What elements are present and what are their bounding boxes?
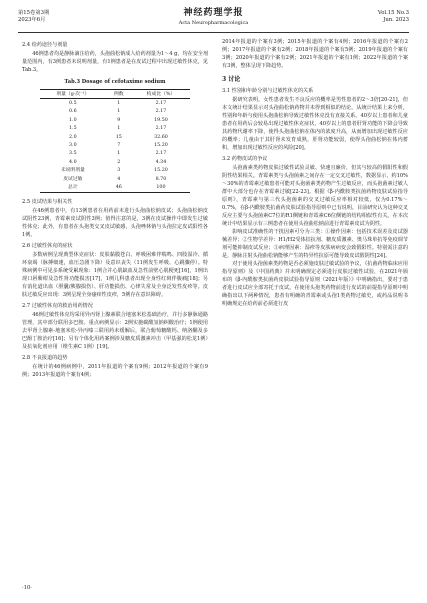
- section-3-2-title: 3.2 药物皮试的争议: [222, 156, 268, 162]
- cell-count: 1: [117, 109, 121, 115]
- cell-dose: 皮试过敏: [63, 176, 83, 182]
- cell-ratio: 2.17: [155, 151, 167, 157]
- section-2-6-title: 2.6 过敏性休克的症状: [22, 242, 73, 249]
- cell-count: 15: [115, 134, 122, 140]
- header-right: [378, 10, 409, 24]
- cell-ratio: 15.20: [154, 168, 168, 174]
- table-header-count: 例数: [113, 91, 124, 97]
- cell-count: 7: [117, 142, 121, 148]
- section-2-4-text: 46例患者均是静脉滴注给药，头孢曲松钠成人给药剂量为1～4 g，均在安全剂量范围内，有3例患者未说明剂量，有1例患者是在皮试过程中出现过敏性休克，见Tab.3。: [22, 51, 208, 73]
- cell-ratio: 15.20: [154, 142, 168, 148]
- cell-dose: 1.0: [69, 117, 77, 123]
- table-row: [40, 158, 190, 166]
- cell-dose: 未说明剂量: [60, 168, 85, 174]
- section-2-8-continued: 2014年报道的个案有3例；2015年报道的个案有4例；2016年报道的个案有2例；2017年报道的个案有2例；2018年报道的个案有5例；2019年报道的个案有3例；2020年报道的个案有2例；2021年报道的个案有1例；2022年报道的个案有3例，整体呈现下降趋势。: [222, 39, 408, 69]
- cell-count: 1: [117, 126, 121, 132]
- section-2-5-title: 2.5 皮试结果与相关性: [22, 198, 73, 205]
- vol-en: Vol.15 No.3: [377, 10, 409, 16]
- cell-ratio: 100: [156, 184, 166, 190]
- cell-ratio: 4.34: [155, 159, 167, 165]
- date-cn: 2023年6月: [18, 16, 46, 23]
- header-center: [18, 8, 409, 26]
- date-en: Jun. 2023: [383, 16, 409, 23]
- right-column: [222, 38, 408, 308]
- cell-count: 3: [117, 168, 121, 174]
- section-2-5-text: 在46例患者中，有13例患者在用药前未进行头孢曲松钠皮试；头孢曲松钠皮试阴性23例，青霉素皮试阴性3例；值得注意的是，3例在皮试操作中即发生过敏性休克；此外，有患者在头孢类交叉皮试敏感，头孢唑林钠与头孢拉定皮试阳性各1例。: [22, 207, 208, 238]
- table-row: [40, 167, 190, 175]
- cell-count: 2: [117, 159, 121, 165]
- table-row: [40, 150, 190, 158]
- table-header-dose: 剂量（g·次⁻¹）: [56, 91, 90, 97]
- section-2-8-title: 2.8 不良报道的趋势: [22, 354, 68, 361]
- section-3-2-text-2: 影响皮试准确性的干扰因素可分为三类：①操作因素：包括技术误差及皮试器械差异；②生物学差异：H1/H2受体拮抗剂、糖皮质激素、奥马珠单抗等免疫调节剂可能抑制皮试反应；③病理因素：湿疹等皮肤病病变会致假阳性。特别需注意的是，静脉注射头孢曲松钠能够产生的特异性抗原可能导致皮试假阴性[24]。: [222, 229, 408, 259]
- section-2-7-text: 46例过敏性休克均采用异丙肾上腺素联合地塞米松基础治疗，并行多静脉通路管理，其中部分联用多巴胺。重点病例显示：2例实施碳酸氢钠纠酸治疗；1例使用去甲肾上腺素-地塞米松-异丙嗪三联用药未缓解后，联合葡萄糖酸钙、纳洛酮及多巴酚丁胺治疗[16]；另有个体化用药案例涉及糖皮质激素冲击（甲基强的松龙1例）及抗氧化剂应用（维生素C 1例）[19]。: [22, 311, 208, 350]
- cell-dose: 4.0: [69, 159, 77, 165]
- table-row: [40, 108, 190, 116]
- cell-dose: 0.5: [69, 100, 77, 106]
- section-2-7-title: 2.7 过敏性休克的救治用药情况: [22, 302, 93, 309]
- table-row: [40, 175, 190, 183]
- cell-dose: 1.5: [69, 126, 77, 132]
- header-rule: [18, 32, 409, 33]
- table-header-ratio: 构成比（%）: [146, 91, 176, 97]
- cell-dose: 0.6: [69, 109, 77, 115]
- cell-count: 1: [117, 100, 121, 106]
- running-header: [18, 8, 409, 32]
- table-row: [40, 141, 190, 149]
- section-3-1-title: 3.1 性别和年龄分别与过敏性休克的关系: [222, 88, 314, 94]
- section-3-2-text-3: 对于使用头孢菌素类药物是否必须施皮肤过敏试验的争议，《抗菌药物临床应用指导原则》及《中国药典》并未明确规定必须进行皮肤过敏性试验，在2021年颁布的《β-内酰胺类抗菌药皮肤试验指导原则（2021年版）》中明确指出，要对于患者进行皮试应全部寄托于皮试。在使用头孢类药物前进行皮试的前提指导原则中明确指出以下两种情况，患者有明确的青霉素或头孢1类药物过敏史，或药品说明书明确规定在给药前必须进行皮: [222, 261, 408, 307]
- table-row: [40, 125, 190, 133]
- section-2-6-text: 多数病例呈现典型休克症状：皮肤黏膜苍白、呼吸困难伴喘鸣、四肢湿冷、循环衰竭（脉搏细速，血压急剧下降）及意识丧失（11例发生呼吸、心跳骤停）。特殊病例中可见多系统受累现象：1例合并心肌缺血及急性前壁心肌梗死[16]，1例出现口唇紫绀及急性肾功能损害[17]，1例儿科患者出现全身性红斑伴腹痛[18]；另有消化道出血（胆囊/胰腺损伤）、肝功能损伤、心律失常及全身泛发性皮疹等。皮肤过敏反应出现：3例呈现全身瘙痒性皮疹，5例存在意识障碍。: [22, 251, 208, 298]
- cell-ratio: 32.60: [154, 134, 168, 140]
- cell-ratio: 2.17: [155, 126, 167, 132]
- journal-title-cn: 神经药理学报: [183, 8, 244, 18]
- cell-dose: 总计: [68, 184, 78, 190]
- table-body: [40, 99, 190, 192]
- table-row: [40, 183, 190, 192]
- table-header-row: [40, 90, 190, 99]
- journal-title-en: Acta Neuropharmacologica: [178, 19, 249, 26]
- cell-dose: 3.0: [69, 142, 77, 148]
- section-3-1-text: 据研究表明，女性患者发生不良反应的概率是男性患者的2～3倍[20-21]，但本文统计结果显示对头孢曲松钠药物并未得到相似的结论。从统计结果上来分析，性别和年龄与使用头孢曲松钠导致过敏性休克没有直接关系。40岁以上患者和儿童患者在用药后会较易出现过敏性休克症状，40岁以上的患者肝肾功能的下降会导致其药物代谢率下降，使得头孢曲松钠在体内的浓度升高，从而增加出现过敏性反应的概率；儿童由于其肝肾未发育成熟，肝肾功能较弱，使得头孢曲松钠在体内蓄积，增加出现过敏性反应的风险[20]。: [222, 97, 408, 151]
- table-row: [40, 116, 190, 124]
- cell-ratio: 2.17: [155, 100, 167, 106]
- cell-count: 1: [117, 151, 121, 157]
- cell-dose: 3.5: [69, 151, 77, 157]
- section-3-title: 3 讨论: [222, 76, 241, 83]
- table-row: [40, 133, 190, 141]
- cell-ratio: 2.17: [155, 109, 167, 115]
- cell-count: 46: [115, 184, 122, 190]
- dosage-table: [40, 89, 190, 193]
- issue-cn: 第15卷第3期: [18, 10, 50, 16]
- table-row: [40, 99, 190, 108]
- section-3-2-text-1: 头孢菌素类药物皮肤过敏性试验灵敏、快速且廉价，但其与较高的假阳性和假阴性结果相关。青霉素类与头孢菌素之间存在一定交叉过敏性，数据显示，约10%～30%的青霉素过敏患者可能对头孢菌素类药物产生过敏反应，而头孢菌素过敏人群中大部分也存在青霉素过敏[22-23]。根据《β-内酰胺类抗菌药物皮肤试验指导原则》，青霉素与第三代头孢菌素的交叉过敏反应率相对较低，仅为0.17%～0.7%，在β-内酰胺类抗菌药皮肤试验指导原则中已有说明。目前研究认为这种交叉反应主要与头孢菌素C7位的R1侧链和青霉素C6位侧链的结构相似性有关。在本次统计中结果显示有三例患者在使用头孢曲松钠前进行青霉素皮试为阴性。: [222, 165, 408, 227]
- cell-count: 4: [117, 176, 121, 182]
- cell-dose: 2.0: [69, 134, 77, 140]
- cell-count: 9: [117, 117, 121, 123]
- table-3-caption: Tab.3 Dosage of cefotaxime sodium: [64, 79, 166, 85]
- section-2-8-text: 在统计的46例病例中，2011年报道的个案有9例；2012年报道的个案有9例；2013年报道的个案有4例；: [22, 363, 208, 378]
- page-number: ·10·: [22, 585, 32, 591]
- left-column: [22, 38, 208, 379]
- section-2-4-title: 2.4 给药途径与剂量: [22, 42, 68, 48]
- cell-ratio: 19.50: [154, 117, 168, 123]
- cell-ratio: 8.70: [155, 176, 167, 182]
